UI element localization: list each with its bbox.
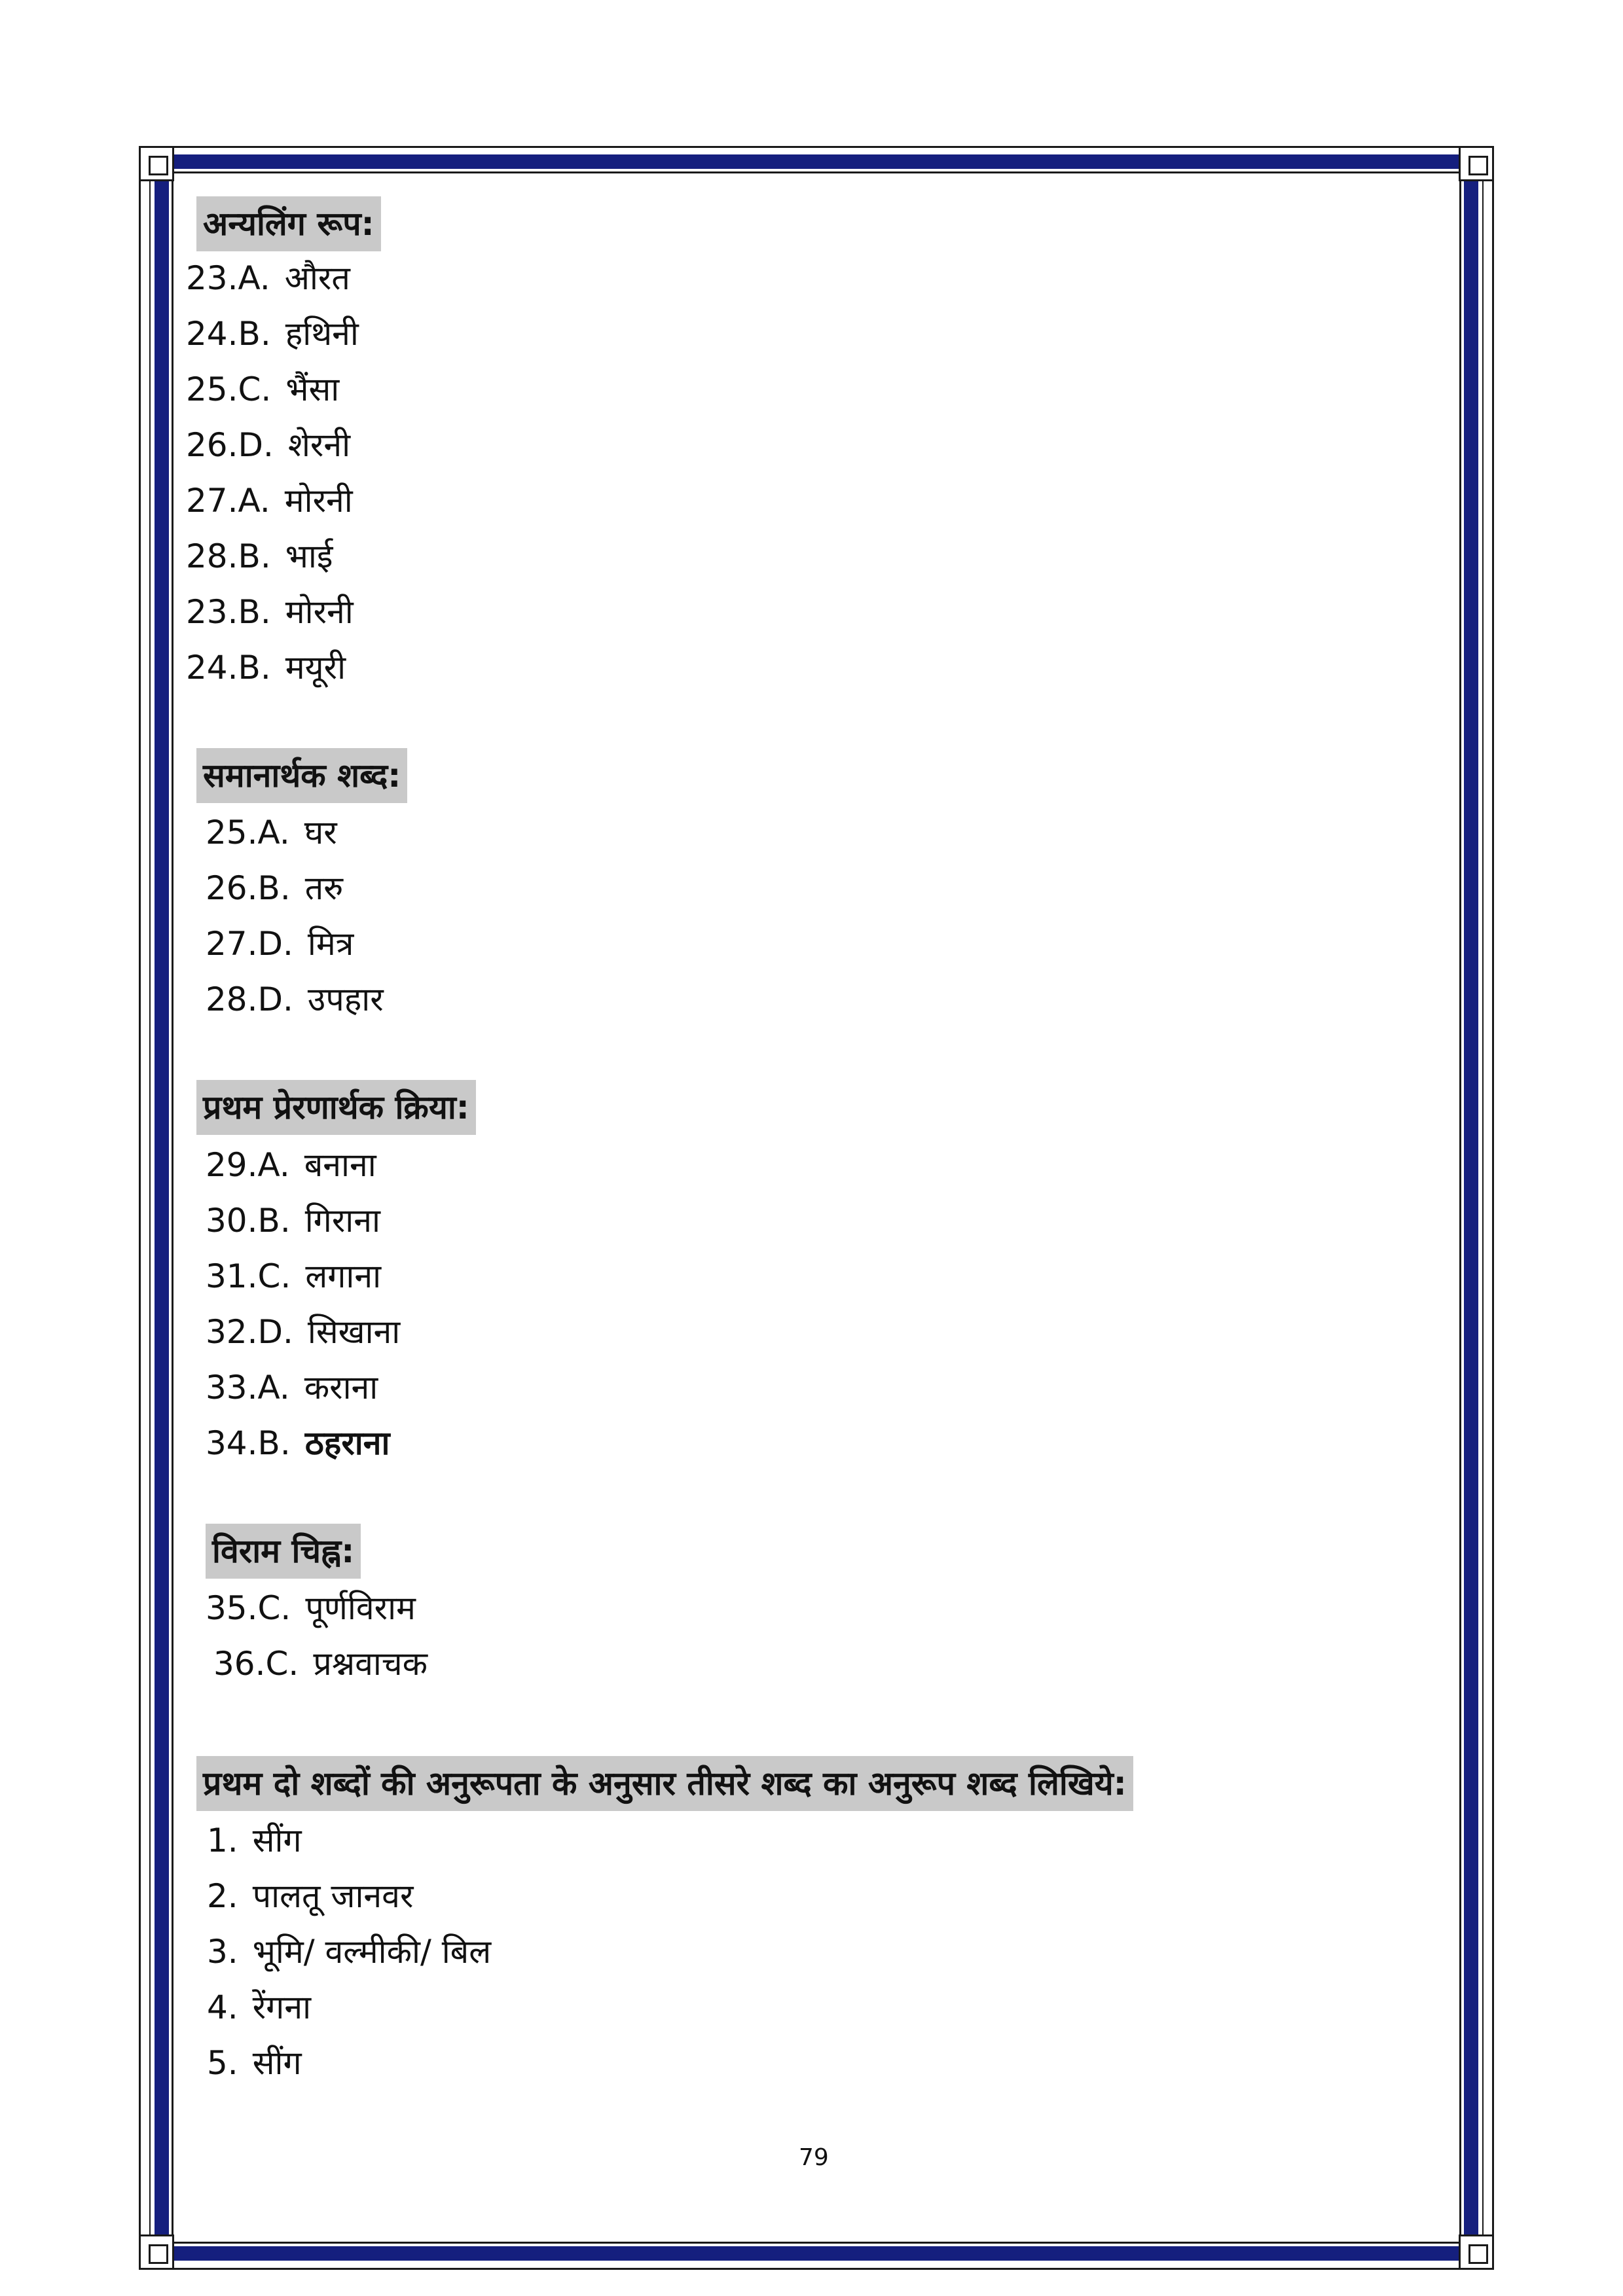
corner-ornament-top-left: [139, 146, 174, 181]
list-item: [207, 1818, 302, 1863]
item-number: 29.A.: [206, 1146, 290, 1184]
item-answer: गिराना: [304, 1202, 380, 1240]
item-number: 32.D.: [206, 1313, 293, 1351]
item-number: 2.: [207, 1877, 238, 1915]
section-heading-anurupta: प्रथम दो शब्दों की अनुरूपता के अनुसार तीसरे शब्द का अनुरूप शब्द लिखिये:: [196, 1756, 1133, 1811]
corner-ornament-bottom-left: [139, 2234, 174, 2270]
item-number: 28.B.: [186, 537, 271, 575]
list-item: [207, 1873, 413, 1919]
item-answer: उपहार: [307, 980, 384, 1018]
item-number: 23.A.: [186, 259, 270, 297]
item-answer: लगाना: [305, 1257, 382, 1295]
item-number: 26.D.: [186, 426, 274, 464]
item-answer: घर: [304, 814, 337, 852]
item-number: 4.: [207, 1988, 238, 2026]
list-item: [186, 589, 354, 635]
item-answer: बनाना: [304, 1146, 376, 1184]
list-item: [186, 422, 350, 468]
item-answer: औरत: [284, 259, 350, 297]
item-answer: सींग: [252, 2044, 302, 2082]
section-heading-anyaling: अन्यलिंग रूप:: [196, 196, 381, 251]
list-item: [206, 1420, 390, 1466]
item-answer: पालतू जानवर: [252, 1877, 414, 1915]
item-number: 27.A.: [186, 482, 270, 520]
item-number: 3.: [207, 1933, 238, 1971]
item-answer: भैंसा: [285, 370, 340, 408]
list-item: [206, 977, 384, 1022]
item-answer: सिखाना: [307, 1313, 401, 1351]
item-answer: पूर्णविराम: [305, 1589, 416, 1627]
item-number: 24.B.: [186, 649, 271, 687]
corner-ornament-top-right: [1459, 146, 1494, 181]
item-number: 31.C.: [206, 1257, 291, 1295]
list-item: [186, 255, 350, 301]
item-number: 25.C.: [186, 370, 272, 408]
list-item: [206, 1585, 416, 1631]
list-item: [186, 645, 346, 691]
item-number: 26.B.: [206, 869, 291, 907]
list-item: [206, 1198, 380, 1244]
list-item: [213, 1641, 428, 1687]
item-answer: मोरनी: [284, 482, 353, 520]
list-item: [207, 1984, 311, 2030]
item-answer: कराना: [304, 1369, 378, 1407]
item-answer: तरु: [304, 869, 344, 907]
list-item: [207, 2040, 302, 2086]
section-heading-samanarthak: समानार्थक शब्द:: [196, 748, 407, 803]
item-number: 30.B.: [206, 1202, 291, 1240]
list-item: [206, 1365, 378, 1410]
item-number: 23.B.: [186, 593, 271, 631]
item-answer: मयूरी: [285, 649, 346, 687]
list-item: [206, 921, 354, 967]
list-item: [186, 533, 333, 579]
corner-ornament-bottom-right: [1459, 2234, 1494, 2270]
item-number: 24.B.: [186, 315, 271, 353]
section-heading-prernarthak: प्रथम प्रेरणार्थक क्रिया:: [196, 1080, 476, 1135]
item-answer: रेंगना: [252, 1988, 312, 2026]
item-answer: शेरनी: [287, 426, 351, 464]
item-number: 36.C.: [213, 1645, 299, 1683]
item-number: 33.A.: [206, 1369, 290, 1407]
section-heading-viram-chihn: विराम चिह्न:: [206, 1524, 361, 1579]
item-number: 5.: [207, 2044, 238, 2082]
list-item: [186, 311, 359, 357]
item-number: 25.A.: [206, 814, 290, 852]
list-item: [206, 1309, 400, 1355]
list-item: [206, 810, 337, 855]
item-answer: सींग: [252, 1821, 302, 1859]
item-number: 34.B.: [206, 1424, 291, 1462]
list-item: [206, 1142, 376, 1188]
item-answer: मित्र: [307, 925, 354, 963]
item-number: 35.C.: [206, 1589, 291, 1627]
item-answer: भूमि/ वल्मीकी/ बिल: [252, 1933, 492, 1971]
item-answer: हथिनी: [285, 315, 359, 353]
item-number: 27.D.: [206, 925, 293, 963]
page-number: 79: [799, 2144, 829, 2171]
list-item: [206, 865, 343, 911]
item-answer: ठहराना: [304, 1424, 390, 1462]
item-number: 1.: [207, 1821, 238, 1859]
list-item: [206, 1253, 381, 1299]
item-answer: भाई: [285, 537, 333, 575]
list-item: [186, 478, 353, 524]
list-item: [207, 1929, 491, 1975]
item-answer: प्रश्नवाचक: [313, 1645, 428, 1683]
item-answer: मोरनी: [285, 593, 354, 631]
list-item: [186, 367, 339, 412]
item-number: 28.D.: [206, 980, 293, 1018]
